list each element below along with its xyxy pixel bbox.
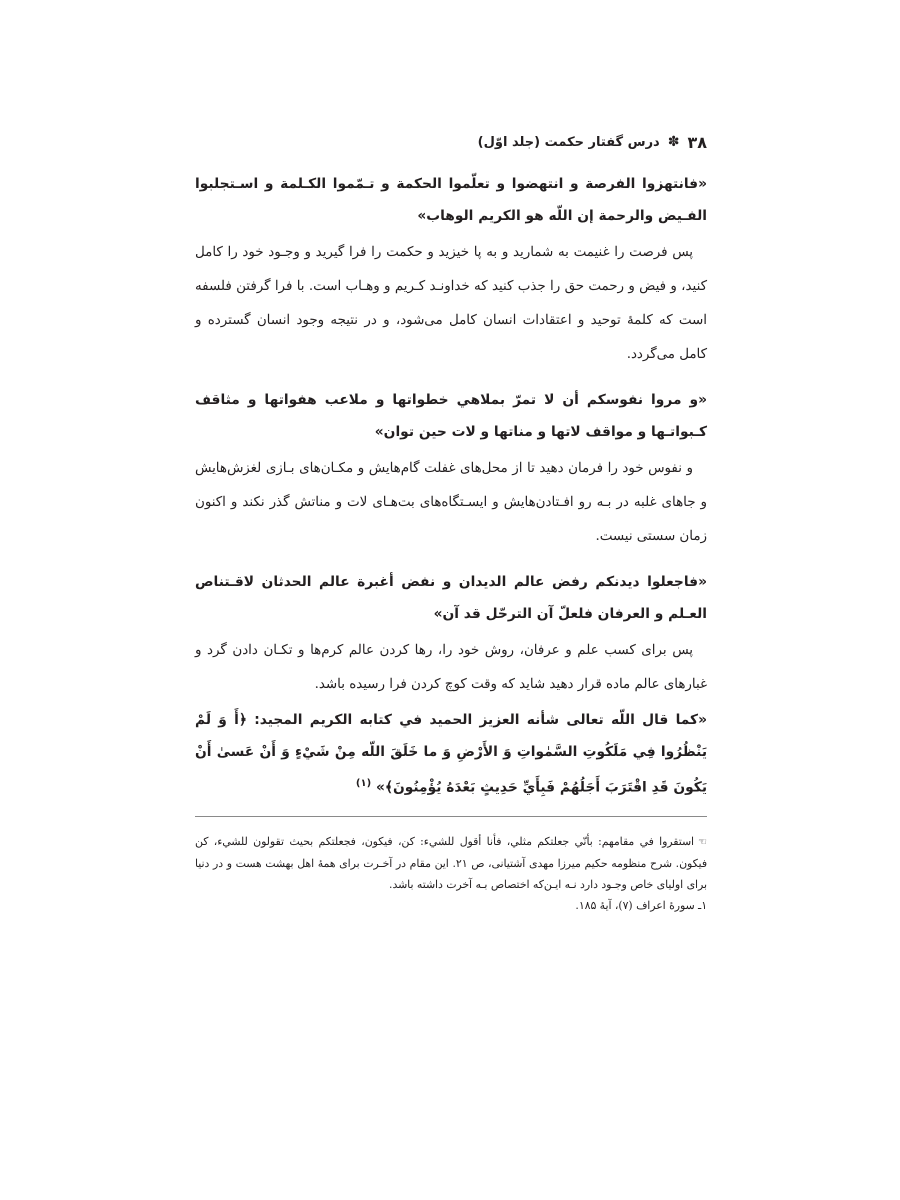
persian-paragraph-1: پس فرصت را غنیمت به شمارید و به پا خیزید و حکمت را فرا گیرید و وجـود خود را کامل کنید، و فیض و رحمت حق را جذب کنید که خداونـد کـریم و وهـاب است. با فرا گرفتن فلسفه است که کلمهٔ توحید و اعتقادات انسان کامل می‌شود، و در نتیجه وجود انسان گسترده و کامل می‌گردد. xyxy=(195,245,707,362)
persian-paragraph-2: و نفوس خود را فرمان دهید تا از محل‌های غفلت گام‌هایش و مکـان‌های بـازی لغزش‌هایش و جاهای غلبه در بـه رو افـتادن‌هایش و ایسـتگاه‌های بت‌هـای لات و مناتش گذر نکند و اکنون زمان سستی نیست. xyxy=(195,461,707,544)
footnote-divider xyxy=(195,816,707,817)
footnote-reference: (۱) xyxy=(355,778,372,789)
page-header xyxy=(195,128,707,156)
flower-ornament-icon: ✽ xyxy=(667,134,680,150)
persian-paragraph-3: پس برای کسب علم و عرفان، روش خود را، رها کردن عالم کرم‌ها و تکـان دادن گرد و غبارهای عالم ماده قرار دهید شاید که وقت کوچ کردن فرا رسیده باشد. xyxy=(195,643,707,692)
running-title: درس گفتار حکمت (جلد اوّل) xyxy=(477,134,660,150)
page-number: ۳۸ xyxy=(687,132,707,152)
quran-verse-quote xyxy=(195,704,707,804)
footnote-1: ۱ـ سورهٔ اعراف (۷)، آیهٔ ۱۸۵. xyxy=(575,898,707,912)
footnote-star-text: استقروا في مقامهم: بأنّي جعلتكم مثلي، فأنا أقول للشيء: كن، فيكون، فجعلتكم بحيث تقولون للشيء، كن فيكون. شرح منظومه حکیم میرزا مهدی آشتیانی، ص ۲۱. این مقام در آخـرت برای همهٔ اهل بهشت هست و در دنیا برای اولیای خاص وجـود دارد نـه ایـن‌که اختصاص بـه آخرت داشته باشد. xyxy=(195,834,707,891)
arabic-quote-3: «فاجعلوا ديدنكم رفض عالم الديدان و نفض أغبرة عالم الحدثان لاقـتناص العـلم و العرفان فلعلّ آن الترحّل قد آن» xyxy=(195,574,707,622)
arabic-quote-1: «فانتهزوا الفرصة و انتهضوا و تعلّموا الحكمة و تـمّموا الكـلمة و اسـتجلبوا الفـيض والرحمة إن اللّه هو الكريم الوهاب» xyxy=(195,176,707,224)
footnote-star xyxy=(195,831,707,895)
book-page xyxy=(195,128,707,916)
arabic-quote-2: «و مروا نفوسكم أن لا تمرّ بملاهي خطواتها و ملاعب هفواتها و مثاقف كـبواتـها و مواقف لاتها و مناتها و لات حين توان» xyxy=(195,392,707,440)
quran-verse-text: «كما قال اللّه تعالى شأنه العزيز الحميد في كتابه الكريم المجيد: ﴿أَ وَ لَمْ يَنْظُرُوا فِي مَلَكُوتِ السَّمٰواتِ وَ الأَرْضِ وَ ما خَلَقَ اللّه مِنْ شَيْءٍ وَ أَنْ عَسىٰ أَنْ يَكُونَ قَدِ اقْتَرَبَ أَجَلُهُمْ فَبِأَيِّ حَدِيثٍ بَعْدَهُ يُؤْمِنُونَ﴾» xyxy=(195,712,707,796)
pointing-hand-icon: ☜ xyxy=(698,836,707,848)
